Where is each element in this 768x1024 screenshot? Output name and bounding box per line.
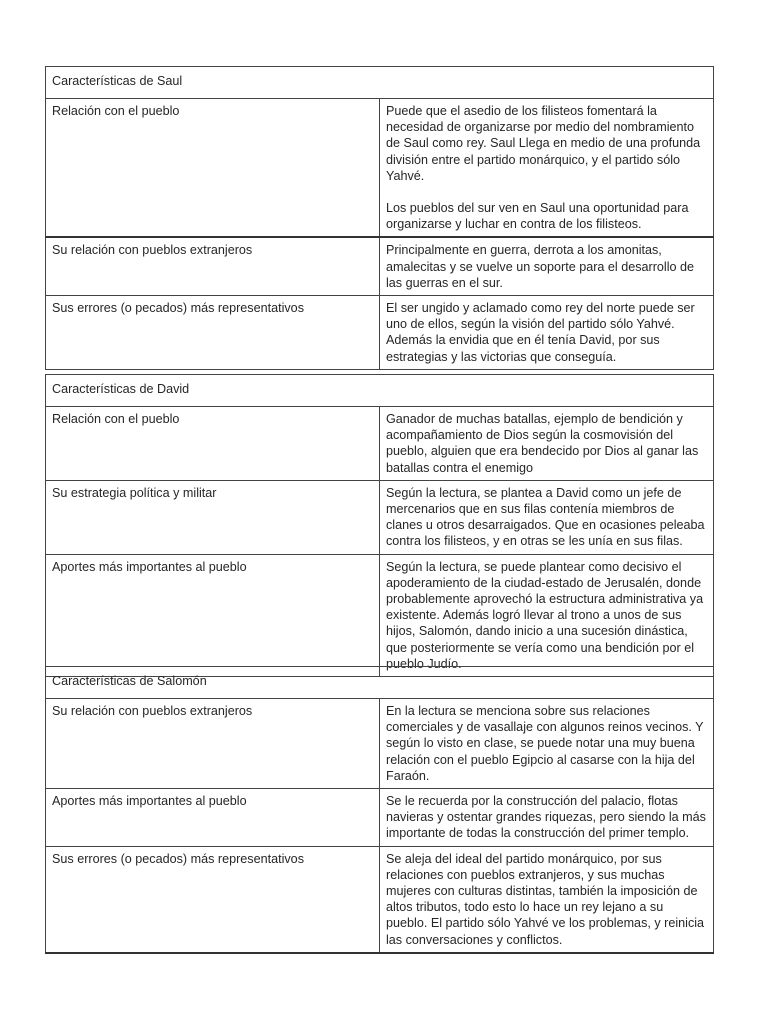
table-row — [46, 554, 714, 676]
row-label: Relación con el pueblo — [46, 99, 380, 238]
table-row — [46, 699, 714, 789]
row-content — [380, 480, 714, 554]
table-row — [46, 237, 714, 295]
row-paragraph: Se le recuerda por la construcción del palacio, flotas navieras y ostentar grandes riquezas, pero siendo la más importante de todas la construcción del primer templo. — [386, 794, 706, 841]
row-paragraph: Principalmente en guerra, derrota a los amonitas, amalecitas y se vuelve un soporte para el desarrollo de las guerras en el sur. — [386, 243, 695, 290]
row-paragraph: En la lectura se menciona sobre sus relaciones comerciales y de vasallaje con algunos reinos vecinos. Y según lo visto en clase, se puede notar una muy buena relación con el pueblo Egipcio al casarse con la hija del Faraón. — [386, 704, 704, 783]
row-label: Sus errores (o pecados) más representativos — [46, 846, 380, 953]
row-paragraph: Se aleja del ideal del partido monárquico, por sus relaciones con pueblos extranjeros, y sus muchas mujeres con culturas distintas, también la imposición de altos tributos, todo esto lo hace un rey lejano a su pueblo. El partido sólo Yahvé ve los problemas, y reinicia las conversaciones y conflictos. — [386, 851, 705, 947]
row-label: Su relación con pueblos extranjeros — [46, 237, 380, 295]
row-paragraph: Los pueblos del sur ven en Saul una oportunidad para organizarse y luchar en contra de los filisteos. — [386, 201, 689, 232]
row-label: Sus errores (o pecados) más representativos — [46, 296, 380, 370]
row-content — [380, 846, 714, 953]
row-content — [380, 554, 714, 676]
table-row — [46, 99, 714, 238]
row-paragraph: Según la lectura, se puede plantear como decisivo el apoderamiento de la ciudad-estado de Jerusalén, donde probablemente aprovechó la estructura administrativa ya existente. Además logró llevar al trono a unos de sus hijos, Salomón, dando inicio a una sucesión dinástica, que posteriormente se vería como una bendición por el pueblo Judío. — [386, 559, 704, 671]
table-row — [46, 407, 714, 481]
row-label: Aportes más importantes al pueblo — [46, 554, 380, 676]
row-label: Relación con el pueblo — [46, 407, 380, 481]
row-content — [380, 407, 714, 481]
table-row — [46, 789, 714, 847]
row-content — [380, 789, 714, 847]
row-paragraph: El ser ungido y aclamado como rey del norte puede ser uno de ellos, según la visión del partido sólo Yahvé. Además la envidia que en él tenía David, por sus estrategias y las victorias que conseguía. — [386, 301, 695, 364]
table-row — [46, 480, 714, 554]
row-content — [380, 699, 714, 789]
row-label: Su estrategia política y militar — [46, 480, 380, 554]
row-content — [380, 296, 714, 370]
table-title-row — [46, 667, 714, 699]
table-row — [46, 296, 714, 370]
table-caracteristicas-saul — [45, 66, 714, 370]
row-content — [380, 99, 714, 238]
row-paragraph: Ganador de muchas batallas, ejemplo de bendición y acompañamiento de Dios según la cosmovisión del pueblo, alguien que era bendecido por Dios al ganar las batallas contra el enemigo — [386, 412, 699, 475]
table-title: Características de Salomón — [46, 667, 714, 699]
row-label: Aportes más importantes al pueblo — [46, 789, 380, 847]
row-paragraph: Según la lectura, se plantea a David como un jefe de mercenarios que en sus filas contenía miembros de clanes u otros desarraigados. Que en ocasiones peleaba contra los filisteos, y en otras se les unía en sus filas. — [386, 485, 705, 549]
row-content — [380, 237, 714, 295]
table-title: Características de David — [46, 375, 714, 407]
table-title: Características de Saul — [46, 67, 714, 99]
table-title-row — [46, 375, 714, 407]
table-caracteristicas-david — [45, 374, 714, 677]
table-caracteristicas-salomon — [45, 666, 714, 954]
row-label: Su relación con pueblos extranjeros — [46, 699, 380, 789]
table-row — [46, 846, 714, 953]
table-title-row — [46, 67, 714, 99]
row-paragraph: Puede que el asedio de los filisteos fomentará la necesidad de organizarse por medio del nombramiento de Saul como rey. Saul Llega en medio de una profunda división entre el partido monárquico, y el partido sólo Yahvé. — [386, 104, 701, 183]
